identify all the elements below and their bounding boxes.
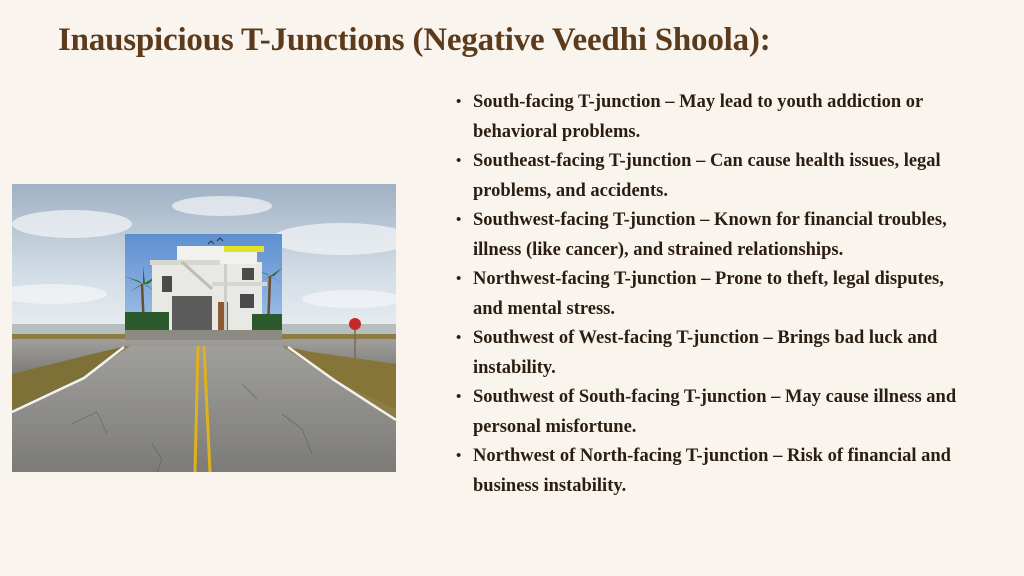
list-item: • Southwest of South-facing T-junction – May cause illness and personal misfortune. bbox=[456, 383, 976, 442]
house-inset bbox=[124, 234, 282, 340]
list-item: • Southwest-facing T-junction – Known for financial troubles, illness (like cancer), and strained relationships. bbox=[456, 206, 976, 265]
t-junction-road-house-photo bbox=[12, 184, 396, 472]
list-item: • South-facing T-junction – May lead to youth addiction or behavioral problems. bbox=[456, 88, 976, 147]
list-item: • Southeast-facing T-junction – Can cause health issues, legal problems, and accidents. bbox=[456, 147, 976, 206]
list-item: • Northwest of North-facing T-junction – Risk of financial and business instability. bbox=[456, 442, 976, 501]
list-item: • Southwest of West-facing T-junction – Brings bad luck and instability. bbox=[456, 324, 976, 383]
stop-sign bbox=[349, 318, 361, 330]
bullet-list bbox=[456, 88, 976, 501]
page-title: Inauspicious T-Junctions (Negative Veedhi Shoola): bbox=[58, 22, 771, 58]
list-item: • Northwest-facing T-junction – Prone to theft, legal disputes, and mental stress. bbox=[456, 265, 976, 324]
